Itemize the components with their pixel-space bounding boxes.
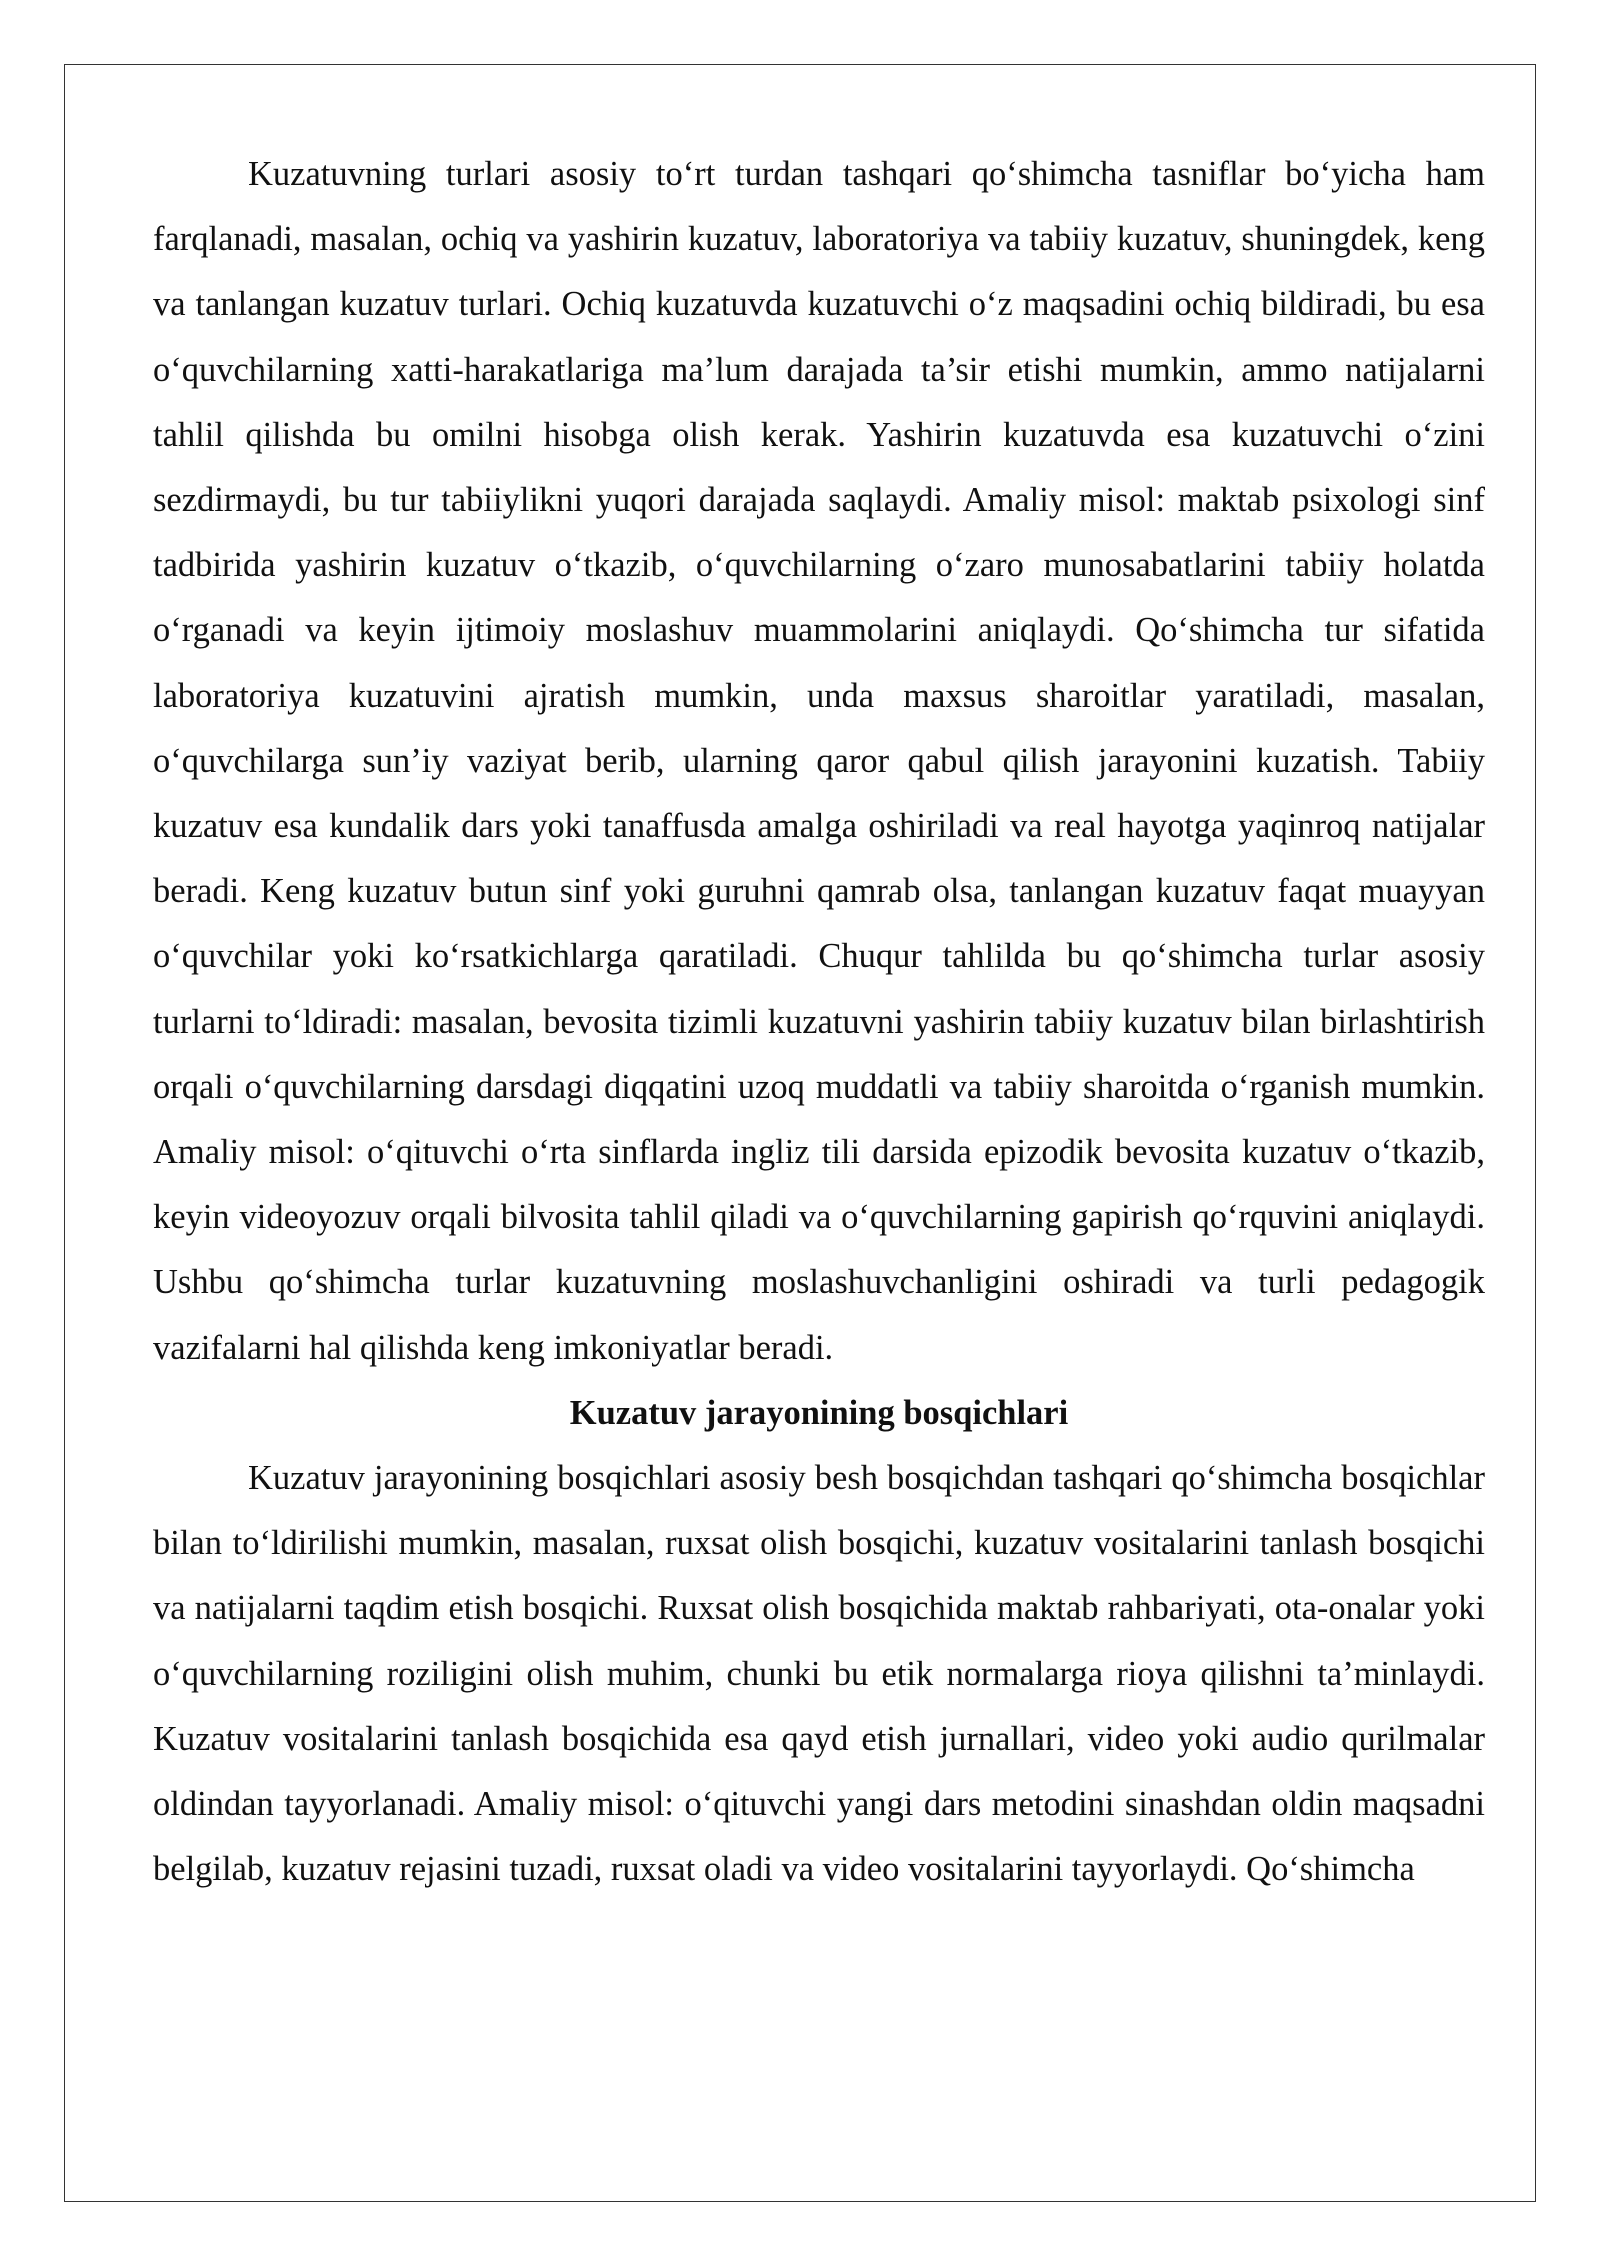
document-body	[153, 142, 1485, 1902]
section-heading: Kuzatuv jarayonining bosqichlari	[569, 1393, 1069, 1432]
paragraph-observation-stages: Kuzatuv jarayonining bosqichlari asosiy besh bosqichdan tashqari qo‘shimcha bosqichlar bilan to‘ldirilishi mumkin, masalan, ruxsat olish bosqichi, kuzatuv vositalarini tanlash bosqichi va natijalarni taqdim etish bosqichi. Ruxsat olish bosqichida maktab rahbariyati, ota-onalar yoki o‘quvchilarning roziligini olish muhim, chunki bu etik normalarga rioya qilishni ta’minlaydi. Kuzatuv vositalarini tanlash bosqichida esa qayd etish jurnallari, video yoki audio qurilmalar oldindan tayyorlanadi. Amaliy misol: o‘qituvchi yangi dars metodini sinashdan oldin maqsadni belgilab, kuzatuv rejasini tuzadi, ruxsat oladi va video vositalarini tayyorlaydi. Qo‘shimcha	[153, 1459, 1485, 1889]
paragraph-observation-types: Kuzatuvning turlari asosiy to‘rt turdan tashqari qo‘shimcha tasniflar bo‘yicha ham farqlanadi, masalan, ochiq va yashirin kuzatuv, laboratoriya va tabiiy kuzatuv, shuningdek, keng va tanlangan kuzatuv turlari. Ochiq kuzatuvda kuzatuvchi o‘z maqsadini ochiq bildiradi, bu esa o‘quvchilarning xatti-harakatlariga ma’lum darajada ta’sir etishi mumkin, ammo natijalarni tahlil qilishda bu omilni hisobga olish kerak. Yashirin kuzatuvda esa kuzatuvchi o‘zini sezdirmaydi, bu tur tabiiylikni yuqori darajada saqlaydi. Amaliy misol: maktab psixologi sinf tadbirida yashirin kuzatuv o‘tkazib, o‘quvchilarning o‘zaro munosabatlarini tabiiy holatda o‘rganadi va keyin ijtimoiy moslashuv muammolarini aniqlaydi. Qo‘shimcha tur sifatida laboratoriya kuzatuvini ajratish mumkin, unda maxsus sharoitlar yaratiladi, masalan, o‘quvchilarga sun’iy vaziyat berib, ularning qaror qabul qilish jarayonini kuzatish. Tabiiy kuzatuv esa kundalik dars yoki tanaffusda amalga oshiriladi va real hayotga yaqinroq natijalar beradi. Keng kuzatuv butun sinf yoki guruhni qamrab olsa, tanlangan kuzatuv faqat muayyan o‘quvchilar yoki ko‘rsatkichlarga qaratiladi. Chuqur tahlilda bu qo‘shimcha turlar asosiy turlarni to‘ldiradi: masalan, bevosita tizimli kuzatuvni yashirin tabiiy kuzatuv bilan birlashtirish orqali o‘quvchilarning darsdagi diqqatini uzoq muddatli va tabiiy sharoitda o‘rganish mumkin. Amaliy misol: o‘qituvchi o‘rta sinflarda ingliz tili darsida epizodik bevosita kuzatuv o‘tkazib, keyin videoyozuv orqali bilvosita tahlil qiladi va o‘quvchilarning gapirish qo‘rquvini aniqlaydi. Ushbu qo‘shimcha turlar kuzatuvning moslashuvchanligini oshiradi va turli pedagogik vazifalarni hal qilishda keng imkoniyatlar beradi.	[153, 155, 1485, 1367]
